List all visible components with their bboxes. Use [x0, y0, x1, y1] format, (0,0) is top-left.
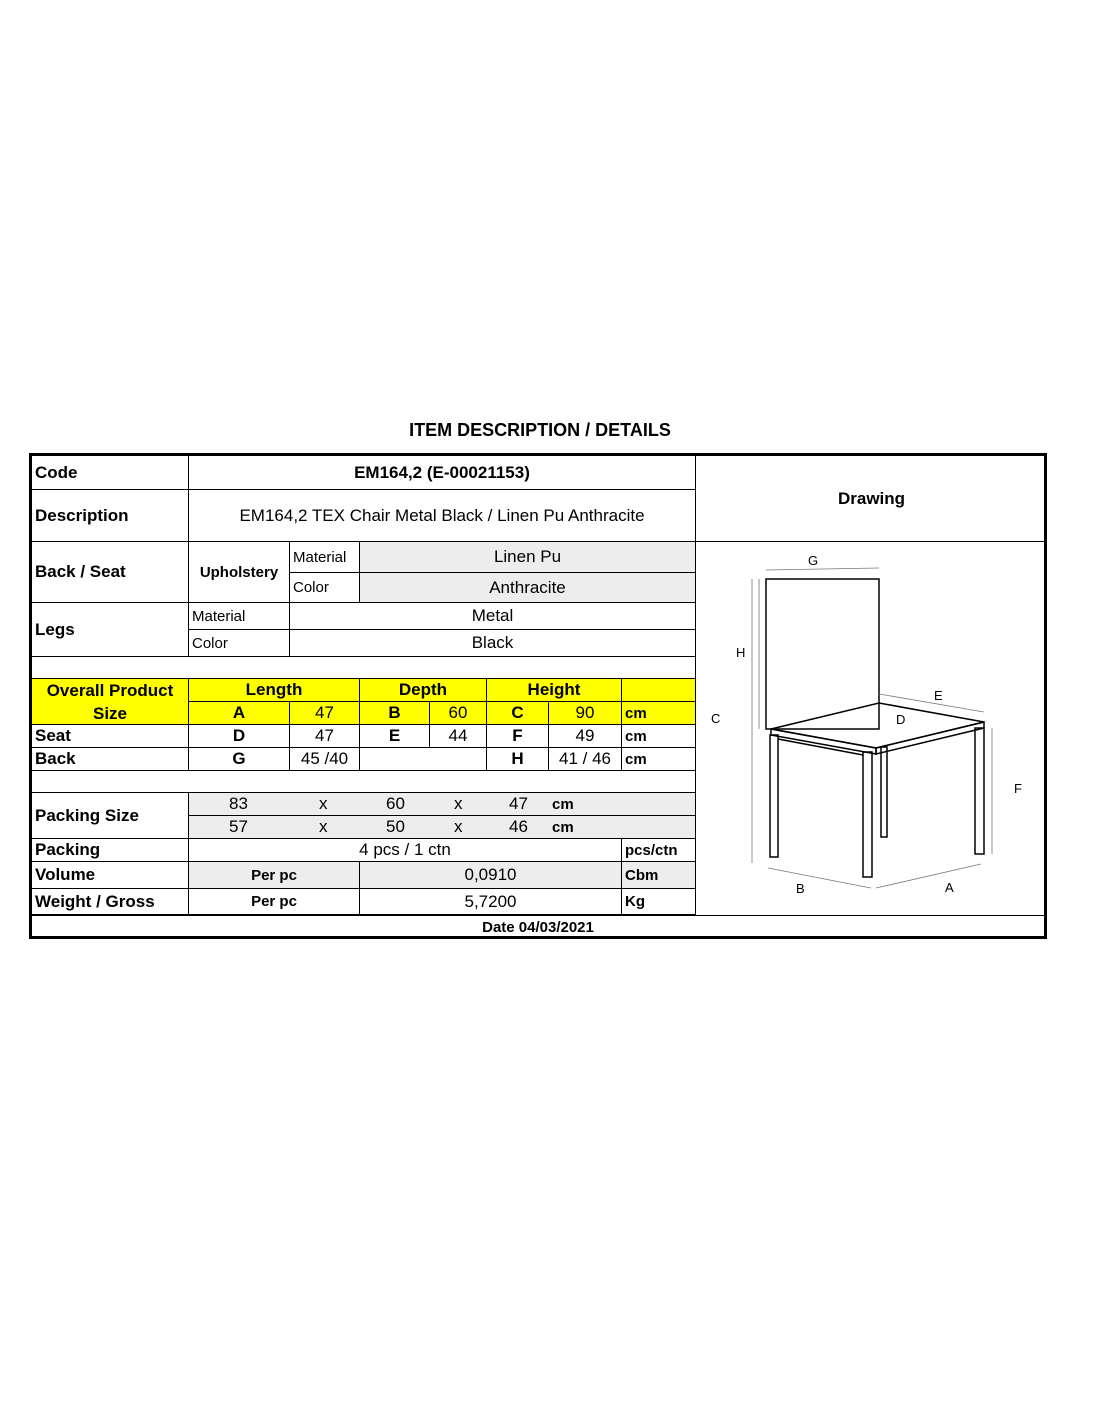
pack1-width: 60	[386, 794, 405, 813]
overall-size-label	[32, 679, 189, 725]
seat-height-key: F	[487, 725, 549, 748]
legs-material-value: Metal	[290, 603, 695, 630]
volume-value: 0,0910	[360, 862, 622, 889]
seat-depth-value: 44	[430, 725, 487, 748]
volume-label: Volume	[32, 862, 189, 889]
drawing-letter-h: H	[736, 645, 746, 660]
packing-size-row-1	[189, 793, 695, 816]
drawing-letter-f: F	[1014, 781, 1022, 796]
height-header: Height	[487, 679, 622, 702]
overall-unit: cm	[622, 702, 695, 725]
back-length-key: G	[189, 748, 290, 771]
overall-length-key: A	[189, 702, 290, 725]
legs-color-value: Black	[290, 630, 695, 657]
leg-back-right	[975, 728, 984, 854]
upholstery-color-label: Color	[290, 573, 360, 603]
leg-front-right	[863, 752, 872, 877]
seat-side-edge	[876, 722, 984, 754]
upholstery-material-label: Material	[290, 542, 360, 573]
overall-length-value: 47	[290, 702, 360, 725]
drawing-header: Drawing	[696, 456, 1047, 542]
seat-depth-key: E	[360, 725, 430, 748]
drawing-letter-a: A	[945, 880, 954, 895]
frame-rail-front	[778, 739, 863, 755]
weight-value: 5,7200	[360, 889, 622, 915]
pack1-x2: x	[454, 794, 463, 813]
dim-line-g	[766, 568, 879, 570]
drawing-letter-c: C	[711, 711, 721, 726]
unit-header-blank	[622, 679, 695, 702]
seat-unit: cm	[622, 725, 695, 748]
pack2-x2: x	[454, 817, 463, 836]
code-value: EM164,2 (E-00021153)	[189, 456, 695, 490]
overall-height-value: 90	[549, 702, 622, 725]
upholstery-label: Upholstery	[189, 542, 290, 603]
legs-color-label: Color	[189, 630, 290, 657]
back-depth-empty	[360, 748, 487, 771]
packing-label: Packing	[32, 839, 189, 862]
back-unit: cm	[622, 748, 695, 771]
overall-depth-value: 60	[430, 702, 487, 725]
drawing-panel	[695, 456, 1047, 915]
pack2-height: 46	[509, 817, 528, 836]
pack1-x1: x	[319, 794, 328, 813]
overall-size-line2: Size	[92, 703, 128, 723]
overall-depth-key: B	[360, 702, 430, 725]
packing-unit: pcs/ctn	[622, 839, 695, 862]
date-footer: Date 04/03/2021	[32, 915, 1044, 939]
upholstery-material-value: Linen Pu	[360, 542, 695, 573]
legs-material-label: Material	[189, 603, 290, 630]
volume-unit: Cbm	[622, 862, 695, 889]
chair-drawing	[696, 543, 1047, 915]
seat-length-key: D	[189, 725, 290, 748]
pack1-length: 83	[229, 794, 248, 813]
code-label: Code	[32, 456, 189, 490]
upholstery-color-value: Anthracite	[360, 573, 695, 603]
overall-height-key: C	[487, 702, 549, 725]
seat-length-value: 47	[290, 725, 360, 748]
description-value: EM164,2 TEX Chair Metal Black / Linen Pu Anthracite	[189, 490, 695, 542]
pack2-x1: x	[319, 817, 328, 836]
weight-unit: Kg	[622, 889, 695, 915]
pack1-height: 47	[509, 794, 528, 813]
drawing-letter-e: E	[934, 688, 943, 703]
drawing-letter-g: G	[808, 553, 819, 568]
weight-per: Per pc	[189, 889, 360, 915]
back-height-key: H	[487, 748, 549, 771]
dim-line-e	[879, 694, 984, 712]
legs-label: Legs	[32, 603, 189, 657]
back-height-value: 41 / 46	[549, 748, 622, 771]
depth-header: Depth	[360, 679, 487, 702]
spacer-row	[32, 657, 695, 679]
back-length-value: 45 /40	[290, 748, 360, 771]
length-header: Length	[189, 679, 360, 702]
packing-size-label: Packing Size	[32, 793, 189, 839]
packing-size-row-2	[189, 816, 695, 839]
leg-front-left	[770, 735, 778, 857]
weight-label: Weight / Gross	[32, 889, 189, 915]
pack2-unit: cm	[552, 818, 574, 836]
sheet-title: ITEM DESCRIPTION / DETAILS	[409, 420, 671, 440]
back-label: Back	[32, 748, 189, 771]
seat-label: Seat	[32, 725, 189, 748]
back-seat-label: Back / Seat	[32, 542, 189, 603]
drawing-letter-b: B	[796, 881, 805, 896]
pack1-unit: cm	[552, 795, 574, 813]
seat-front-edge	[771, 729, 876, 754]
leg-back-inner	[881, 747, 887, 837]
seat-height-value: 49	[549, 725, 622, 748]
volume-per: Per pc	[189, 862, 360, 889]
pack2-width: 50	[386, 817, 405, 836]
drawing-letter-d: D	[896, 712, 906, 727]
description-label: Description	[32, 490, 189, 542]
overall-size-line1: Overall Product	[46, 680, 174, 700]
item-details-table	[29, 453, 1047, 939]
dim-line-a	[876, 864, 981, 888]
spacer-row-2	[32, 771, 695, 793]
dim-line-b	[768, 868, 871, 888]
pack2-length: 57	[229, 817, 248, 836]
packing-value: 4 pcs / 1 ctn	[189, 839, 622, 862]
